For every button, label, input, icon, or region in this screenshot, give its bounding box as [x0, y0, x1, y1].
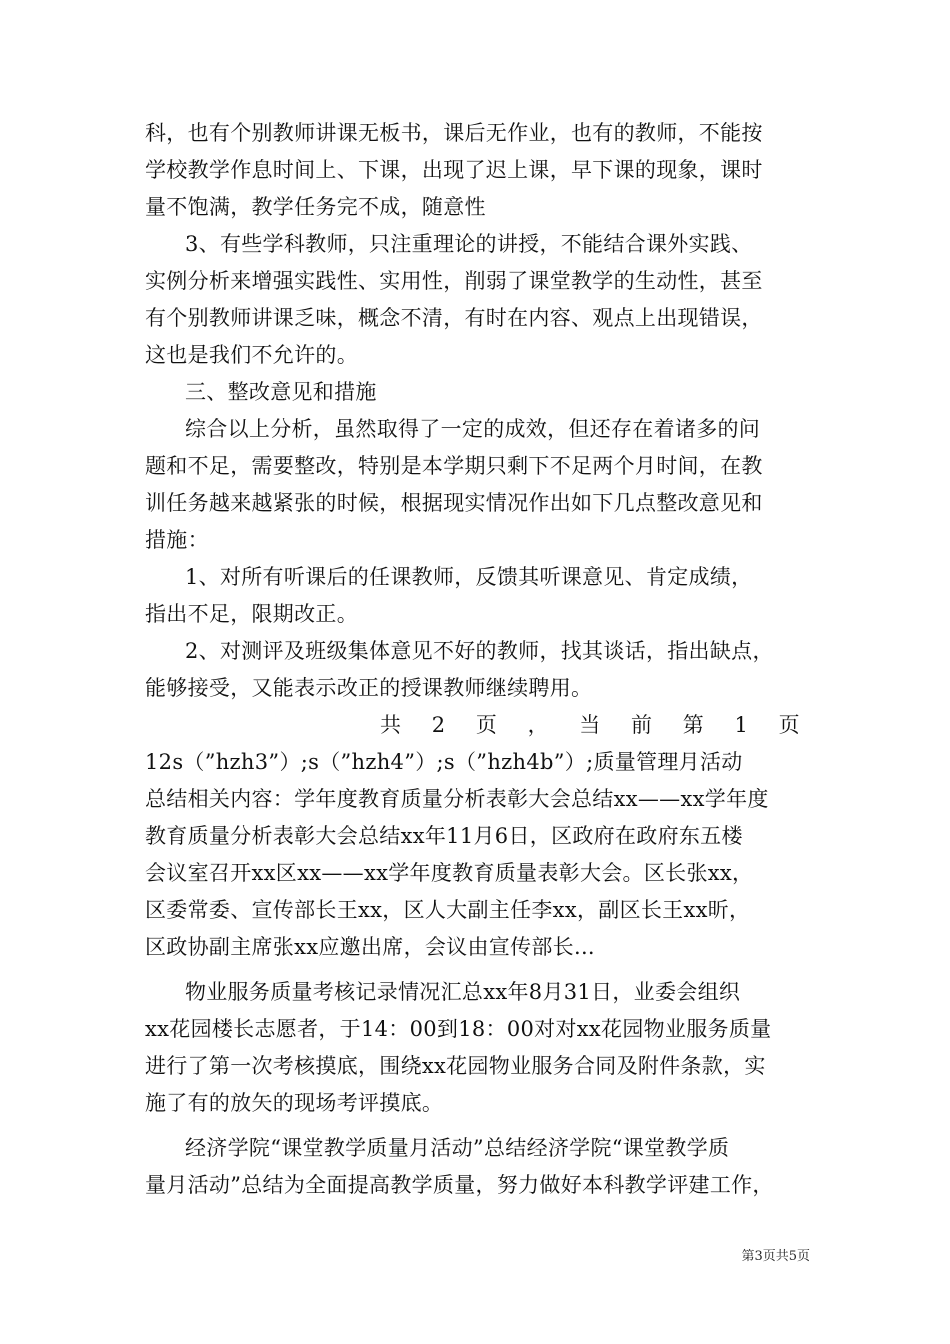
page-number-footer: 第3页共5页 [741, 1249, 810, 1264]
body-line: 有个别教师讲课乏味，概念不清，有时在内容、观点上出现错误， [145, 306, 763, 330]
related-line: 施了有的放矢的现场考评摸底。 [145, 1091, 444, 1115]
related-line: 区委常委、宣传部长王xx，区人大副主任李xx，副区长王xx昕， [145, 898, 751, 922]
body-line: 训任务越来越紧张的时候，根据现实情况作出如下几点整改意见和 [145, 491, 763, 515]
related-line: 经济学院“课堂教学质量月活动”总结经济学院“课堂教学质 [185, 1136, 730, 1160]
related-line: 进行了第一次考核摸底，围绕xx花园物业服务合同及附件条款，实 [145, 1054, 766, 1078]
body-line: 1、对所有听课后的任课教师，反馈其听课意见、肯定成绩， [185, 565, 753, 589]
related-line: 12s（”hzh3”）;s（”hzh4”）;s（”hzh4b”）;质量管理月活动 [145, 750, 743, 774]
pager-token: 前 [631, 713, 653, 737]
related-line: 物业服务质量考核记录情况汇总xx年8月31日，业委会组织 [185, 980, 741, 1004]
body-line: 指出不足，限期改正。 [145, 602, 358, 626]
related-line: 会议室召开xx区xx——xx学年度教育质量表彰大会。区长张xx， [145, 861, 754, 885]
pager-token: 第 [682, 713, 705, 737]
body-line: 实例分析来增强实践性、实用性，削弱了课堂教学的生动性，甚至 [145, 269, 763, 293]
body-line: 这也是我们不允许的。 [145, 343, 358, 367]
body-line: 3、有些学科教师，只注重理论的讲授，不能结合课外实践、 [185, 232, 753, 256]
pager-token: 当 [579, 713, 601, 737]
body-line: 综合以上分析，虽然取得了一定的成效，但还存在着诸多的问 [185, 417, 761, 441]
body-line: 学校教学作息时间上、下课，出现了迟上课，早下课的现象，课时 [145, 158, 763, 182]
pager-token: 页 [778, 713, 800, 737]
section-heading: 三、整改意见和措施 [185, 380, 377, 404]
related-line: 区政协副主席张xx应邀出席，会议由宣传部长... [145, 935, 595, 959]
pager-token: 共 [380, 713, 402, 737]
pager-token: ， [527, 713, 549, 737]
body-line: 量不饱满，教学任务完不成，随意性 [145, 195, 486, 219]
pager-token: 2 [431, 713, 446, 737]
pagination-text [145, 707, 810, 744]
document-body [145, 115, 810, 1204]
body-line: 措施： [145, 528, 209, 552]
body-line: 科，也有个别教师讲课无板书，课后无作业，也有的教师，不能按 [145, 121, 763, 145]
pager-token: 页 [475, 713, 498, 737]
pager-token: 1 [734, 713, 749, 737]
body-line: 能够接受，又能表示改正的授课教师继续聘用。 [145, 676, 593, 700]
related-line: xx花园楼长志愿者，于14：00到18：00对对xx花园物业服务质量 [145, 1017, 772, 1041]
body-line: 2、对测评及班级集体意见不好的教师，找其谈话，指出缺点， [185, 639, 774, 663]
related-line: 教育质量分析表彰大会总结xx年11月6日，区政府在政府东五楼 [145, 824, 743, 848]
body-line: 题和不足，需要整改，特别是本学期只剩下不足两个月时间，在教 [145, 454, 763, 478]
related-line: 量月活动”总结为全面提高教学质量，努力做好本科教学评建工作， [145, 1173, 774, 1197]
related-line: 总结相关内容：学年度教育质量分析表彰大会总结xx——xx学年度 [145, 787, 769, 811]
